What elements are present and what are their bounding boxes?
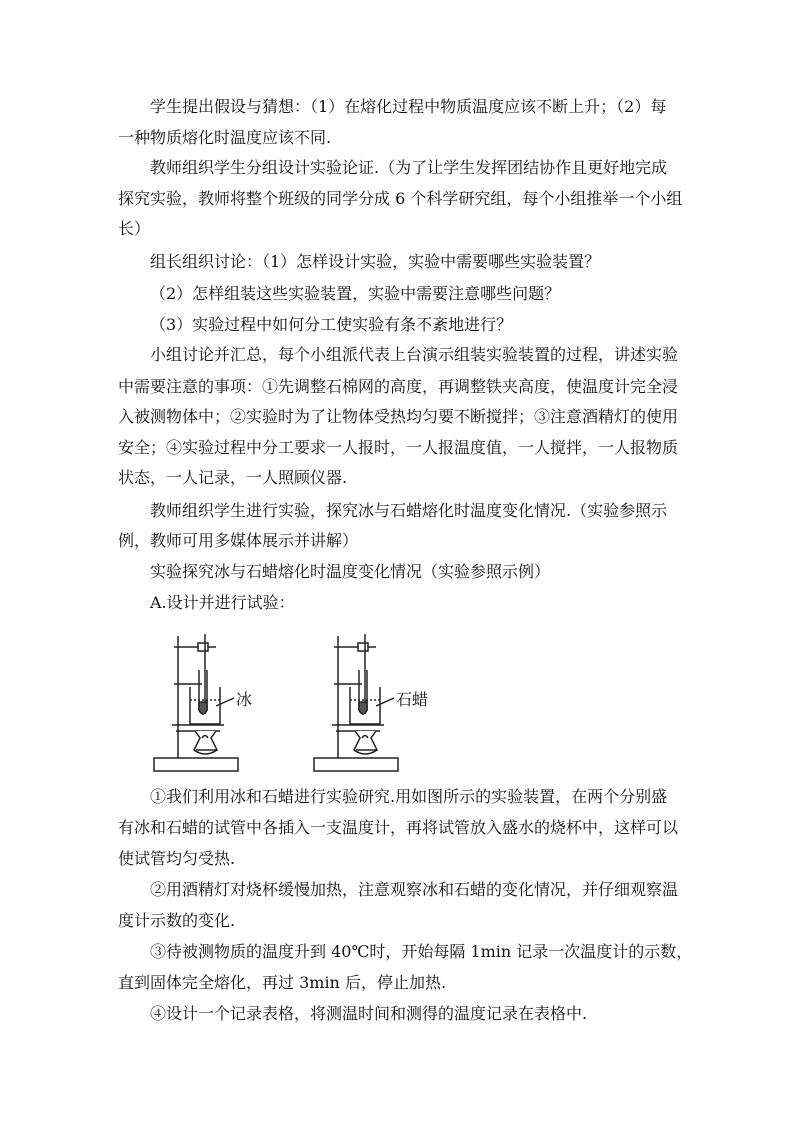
- p11-line1: ②用酒精灯对烧杯缓慢加热，注意观察冰和石蜡的变化情况，并仔细观察温: [150, 880, 679, 899]
- p6-line3: 入被测物体中；②实验时为了让物体受热均匀要不断搅拌；③注意酒精灯的使用: [118, 407, 679, 426]
- p10-line3: 使试管均匀受热.: [118, 849, 236, 868]
- p1-line2: 一种物质熔化时温度应该不同.: [118, 128, 332, 147]
- p12-line2: 直到固体完全熔化，再过 3min 后，停止加热.: [118, 973, 447, 992]
- p4-line1: （2）怎样组装这些实验装置，实验中需要注意哪些问题？: [150, 284, 561, 303]
- p11-line2: 度计示数的变化.: [118, 911, 236, 930]
- p6-line1: 小组讨论并汇总，每个小组派代表上台演示组装实验装置的过程，讲述实验: [150, 345, 679, 364]
- p2-line1: 教师组织学生分组设计实验论证.（为了让学生发挥团结协作且更好地完成: [150, 158, 668, 177]
- p5-line1: （3）实验过程中如何分工使实验有条不紊地进行？: [150, 315, 513, 334]
- p6-line5: 状态，一人记录，一人照顾仪器.: [118, 468, 348, 487]
- p2-line3: 长）: [118, 219, 151, 238]
- stand-base-left: [154, 758, 238, 771]
- p6-line4: 安全；④实验过程中分工要求一人报时，一人报温度值，一人搅拌，一人报物质: [118, 438, 679, 457]
- p10-line1: ①我们利用冰和石蜡进行实验研究.用如图所示的实验装置，在两个分别盛: [150, 787, 668, 806]
- p2-line2: 探究实验，教师将整个班级的同学分成 6 个科学研究组，每个小组推举一个小组: [118, 189, 683, 208]
- p7-line2: 例，教师可用多媒体展示并讲解）: [118, 531, 359, 550]
- p6-line2: 中需要注意的事项：①先调整石棉网的高度，再调整铁夹高度，使温度计完全浸: [118, 377, 679, 396]
- p8-line1: 实验探究冰与石蜡熔化时温度变化情况（实验参照示例）: [150, 562, 551, 581]
- p12-line1: ③待被测物质的温度升到 40℃时，开始每隔 1min 记录一次温度计的示数，: [150, 942, 693, 961]
- p9-line1: A.设计并进行试验：: [150, 593, 295, 612]
- p7-line1: 教师组织学生进行实验，探究冰与石蜡熔化时温度变化情况.（实验参照示: [150, 501, 668, 520]
- p3-line1: 组长组织讨论：（1）怎样设计实验，实验中需要哪些实验装置？: [150, 252, 601, 271]
- stand-base-right: [314, 758, 398, 771]
- p1-line1: 学生提出假设与猜想：（1）在熔化过程中物质温度应该不断上升；（2）每: [150, 97, 667, 116]
- apparatus-right: [314, 634, 398, 771]
- apparatus-left: [154, 634, 238, 771]
- figure-label-ice: 冰: [236, 690, 253, 709]
- apparatus-figure: [150, 630, 450, 780]
- p10-line2: 有冰和石蜡的试管中各插入一支温度计，再将试管放入盛水的烧杯中，这样可以: [118, 818, 679, 837]
- p13-line1: ④设计一个记录表格，将测温时间和测得的温度记录在表格中.: [150, 1004, 588, 1023]
- figure-label-paraffin: 石蜡: [396, 690, 429, 709]
